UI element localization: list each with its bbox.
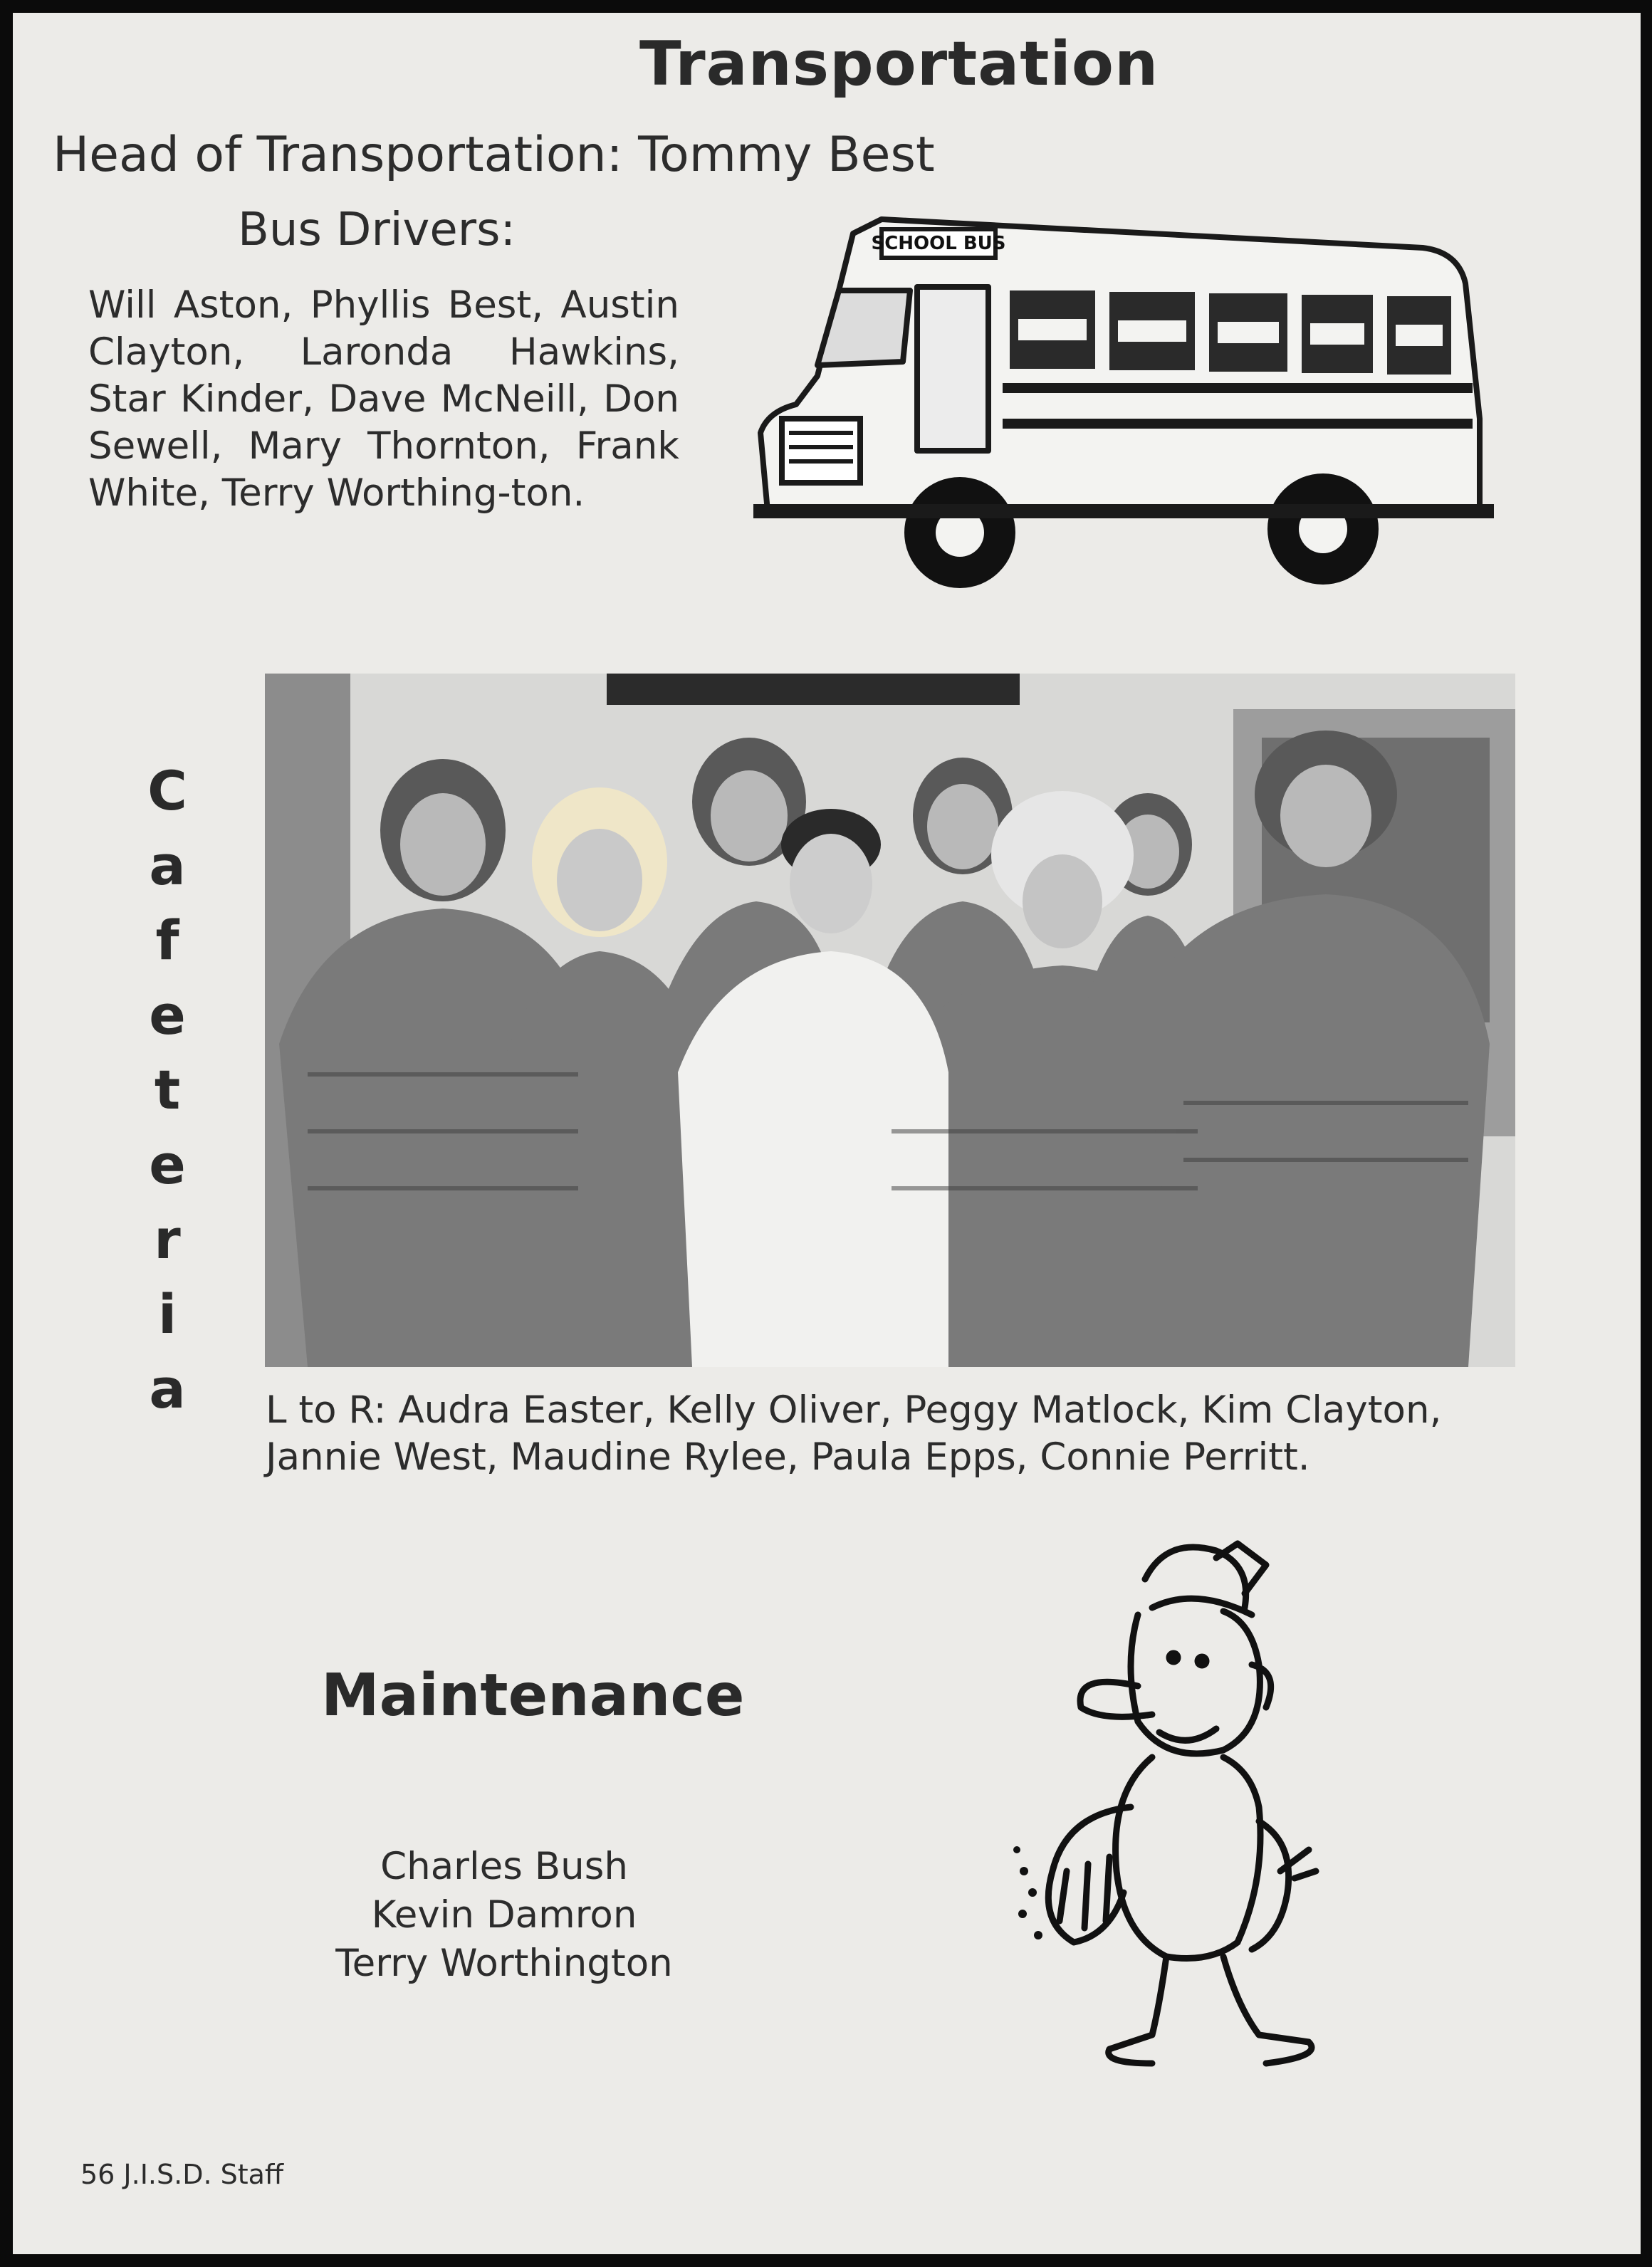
cafeteria-letter: t <box>154 1058 181 1121</box>
transportation-title: Transportation <box>639 28 1159 100</box>
cafeteria-letter: i <box>157 1282 177 1346</box>
bus-drivers-list: Will Aston, Phyllis Best, Austin Clayton, Laronda Hawkins, Star Kinder, Dave McNeill, Don Sewell, Mary Thornton, Frank White, Terry Worthing-ton. <box>88 283 679 515</box>
maintenance-staff-name: Kevin Damron <box>371 1893 637 1937</box>
maintenance-heading: Maintenance <box>321 1662 745 1729</box>
school-bus-icon <box>739 205 1508 590</box>
page-footer: 56 J.I.S.D. Staff <box>80 2159 284 2190</box>
cafeteria-letter: e <box>149 1133 186 1196</box>
yearbook-page <box>13 13 1641 2254</box>
maintenance-staff-name: Terry Worthington <box>335 1942 673 1985</box>
cafeteria-staff-photo <box>265 674 1515 1367</box>
cafeteria-letter: f <box>155 909 179 972</box>
cafeteria-letter: a <box>149 834 186 897</box>
maintenance-worker-icon <box>981 1536 1380 2078</box>
cafeteria-letter: C <box>147 759 187 822</box>
head-of-transportation: Head of Transportation: Tommy Best <box>53 127 935 183</box>
maintenance-staff-list <box>283 1843 725 1988</box>
cafeteria-photo-caption: L to R: Audra Easter, Kelly Oliver, Peggy Matlock, Kim Clayton, Jannie West, Maudine Rylee, Paula Epps, Connie Perritt. <box>266 1388 1442 1479</box>
maintenance-staff-name: Charles Bush <box>380 1845 628 1888</box>
cafeteria-letter: e <box>149 983 186 1047</box>
bus-sign-text: SCHOOL BUS <box>871 233 1006 254</box>
cafeteria-letter: a <box>149 1357 186 1420</box>
bus-drivers-heading: Bus Drivers: <box>238 204 516 256</box>
cafeteria-heading <box>135 753 199 1426</box>
cafeteria-letter: r <box>154 1208 181 1271</box>
